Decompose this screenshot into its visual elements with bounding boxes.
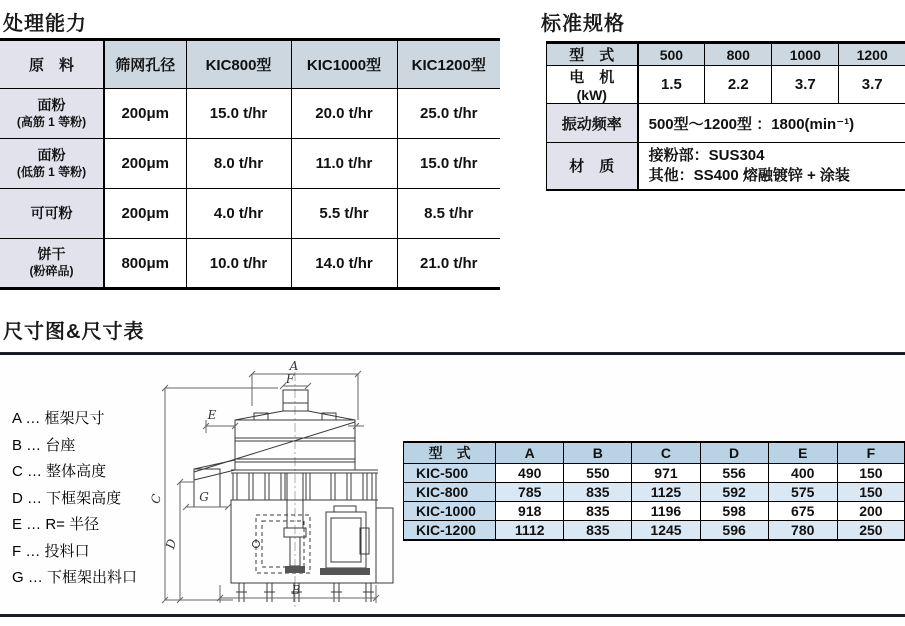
spec-material-row xyxy=(547,143,905,190)
dim-row-kic1200 xyxy=(404,521,905,540)
capacity-header-kic1000: KIC1000型 xyxy=(291,40,397,89)
motor-value-800: 2.2 xyxy=(705,66,772,104)
capacity-title: 处理能力 xyxy=(3,13,87,35)
motor-unit: (kW) xyxy=(576,87,607,103)
material-label xyxy=(0,239,104,289)
dim-e-cell: 400 xyxy=(768,464,837,483)
kic1200-cell: 8.5 t/hr xyxy=(397,189,500,239)
frequency-label: 振动频率 xyxy=(547,104,638,143)
legend-item-b: B … 台座 xyxy=(12,436,76,454)
dim-header-a: A xyxy=(496,442,564,464)
dim-b-cell: 835 xyxy=(564,521,632,540)
legend-item-d: D … 下框架高度 xyxy=(12,489,122,507)
spec-model-1200: 1200 xyxy=(839,43,905,66)
dim-header-c: C xyxy=(632,442,700,464)
kic800-cell: 4.0 t/hr xyxy=(186,189,291,239)
dim-header-d: D xyxy=(700,442,768,464)
material-label xyxy=(0,139,104,189)
dim-a-cell: 490 xyxy=(496,464,564,483)
kic800-cell: 10.0 t/hr xyxy=(186,239,291,289)
dim-a-cell: 918 xyxy=(496,502,564,521)
kic1000-cell: 14.0 t/hr xyxy=(291,239,397,289)
material-value xyxy=(638,143,905,190)
spec-table xyxy=(546,41,905,191)
dim-label-a: A xyxy=(289,360,299,373)
kic1000-cell: 11.0 t/hr xyxy=(291,139,397,189)
mesh-cell: 200μm xyxy=(104,139,186,189)
material-label xyxy=(0,189,104,239)
dim-f-cell: 250 xyxy=(837,521,904,540)
dim-d-cell: 596 xyxy=(700,521,768,540)
dim-row-kic800 xyxy=(404,483,905,502)
dim-row-kic500 xyxy=(404,464,905,483)
dimension-drawing xyxy=(138,360,406,612)
kic1200-cell: 21.0 t/hr xyxy=(397,239,500,289)
capacity-header-kic1200: KIC1200型 xyxy=(397,40,500,89)
spec-header-row xyxy=(547,43,905,66)
motor-value-1000: 3.7 xyxy=(772,66,839,104)
capacity-row-flour-high xyxy=(0,89,500,139)
dim-a-cell: 1112 xyxy=(496,521,564,540)
material-spec-label: 材 质 xyxy=(547,143,638,190)
dim-b-cell: 835 xyxy=(564,502,632,521)
dim-label-b: B xyxy=(291,583,301,597)
dim-a-cell: 785 xyxy=(496,483,564,502)
kic1000-cell: 20.0 t/hr xyxy=(291,89,397,139)
material-name: 面粉 xyxy=(37,146,66,163)
motor-label xyxy=(547,66,638,104)
legend-item-c: C … 整体高度 xyxy=(12,463,107,480)
dim-label-f: F xyxy=(285,372,295,386)
dim-model-cell: KIC-500 xyxy=(404,464,496,483)
dim-f-cell: 200 xyxy=(837,502,904,521)
dim-model-cell: KIC-800 xyxy=(404,483,496,502)
dim-label-d: D xyxy=(163,537,180,551)
dim-label-e: E xyxy=(207,408,217,422)
section-divider-rule xyxy=(0,352,905,355)
material-line2: 其他：SS400 熔融镀锌 + 涂装 xyxy=(648,166,850,184)
motor-value-1200: 3.7 xyxy=(839,66,905,104)
frequency-value: 500型～1200型 ：1800(min⁻¹) xyxy=(638,104,905,143)
dimension-header-row xyxy=(404,442,905,464)
dim-e-cell: 575 xyxy=(768,483,837,502)
mesh-cell: 800μm xyxy=(104,239,186,289)
material-sub: (粉碎品) xyxy=(29,264,74,278)
spec-title: 标准规格 xyxy=(541,13,625,35)
spec-model-800: 800 xyxy=(705,43,772,66)
dim-c-cell: 1245 xyxy=(632,521,700,540)
material-sub: (低筋 1 等粉) xyxy=(16,164,87,179)
spec-model-1000: 1000 xyxy=(772,43,839,66)
dim-e-cell: 675 xyxy=(768,502,837,521)
dimensions-title: 尺寸图&尺寸表 xyxy=(3,321,145,343)
capacity-header-mesh: 筛网孔径 xyxy=(104,40,186,89)
legend-item-f: F … 投料口 xyxy=(12,542,90,560)
material-name: 可可粉 xyxy=(30,205,73,221)
dim-label-c: C xyxy=(148,492,165,506)
dim-c-cell: 1196 xyxy=(632,502,700,521)
dim-b-cell: 835 xyxy=(564,483,632,502)
dim-d-cell: 556 xyxy=(700,464,768,483)
kic800-cell: 15.0 t/hr xyxy=(186,89,291,139)
dim-f-cell: 150 xyxy=(837,483,904,502)
spec-model-500: 500 xyxy=(638,43,705,66)
mesh-cell: 200μm xyxy=(104,189,186,239)
material-line1: 接粉部：SUS304 xyxy=(648,146,765,164)
mesh-cell: 200μm xyxy=(104,89,186,139)
dim-d-cell: 598 xyxy=(700,502,768,521)
dim-header-f: F xyxy=(837,442,904,464)
legend-item-a: A … 框架尺寸 xyxy=(12,410,105,427)
dim-header-e: E xyxy=(768,442,837,464)
kic1200-cell: 25.0 t/hr xyxy=(397,89,500,139)
capacity-header-material: 原 料 xyxy=(0,40,104,89)
spec-frequency-row xyxy=(547,104,905,143)
material-sub: (高筋 1 等粉) xyxy=(16,114,87,129)
dim-b-cell: 550 xyxy=(564,464,632,483)
legend-item-e: E … R= 半径 xyxy=(12,516,100,533)
dim-d-cell: 592 xyxy=(700,483,768,502)
dim-row-kic1000 xyxy=(404,502,905,521)
dim-c-cell: 1125 xyxy=(632,483,700,502)
material-name: 面粉 xyxy=(37,96,66,113)
dim-model-cell: KIC-1000 xyxy=(404,502,496,521)
capacity-row-cocoa xyxy=(0,189,500,239)
spec-motor-row xyxy=(547,66,905,104)
material-label xyxy=(0,89,104,139)
capacity-row-flour-low xyxy=(0,139,500,189)
page-bottom-rule xyxy=(0,614,905,617)
motor-label-text: 电 机 xyxy=(569,69,615,86)
kic800-cell: 8.0 t/hr xyxy=(186,139,291,189)
motor-value-500: 1.5 xyxy=(638,66,705,104)
dim-c-cell: 971 xyxy=(632,464,700,483)
capacity-header-row xyxy=(0,40,500,89)
dimension-legend xyxy=(12,406,137,592)
spec-model-header: 型 式 xyxy=(547,43,638,66)
material-name: 饼干 xyxy=(37,246,66,262)
capacity-header-kic800: KIC800型 xyxy=(186,40,291,89)
kic1000-cell: 5.5 t/hr xyxy=(291,189,397,239)
dim-model-cell: KIC-1200 xyxy=(404,521,496,540)
dim-e-cell: 780 xyxy=(768,521,837,540)
dim-header-b: B xyxy=(564,442,632,464)
dim-header-model: 型 式 xyxy=(404,442,496,464)
dim-label-g: G xyxy=(199,490,209,504)
capacity-table xyxy=(0,38,500,290)
dim-f-cell: 150 xyxy=(837,464,904,483)
legend-item-g: G … 下框架出料口 xyxy=(12,569,138,586)
kic1200-cell: 15.0 t/hr xyxy=(397,139,500,189)
dimension-table xyxy=(403,441,905,541)
capacity-row-biscuit xyxy=(0,239,500,289)
